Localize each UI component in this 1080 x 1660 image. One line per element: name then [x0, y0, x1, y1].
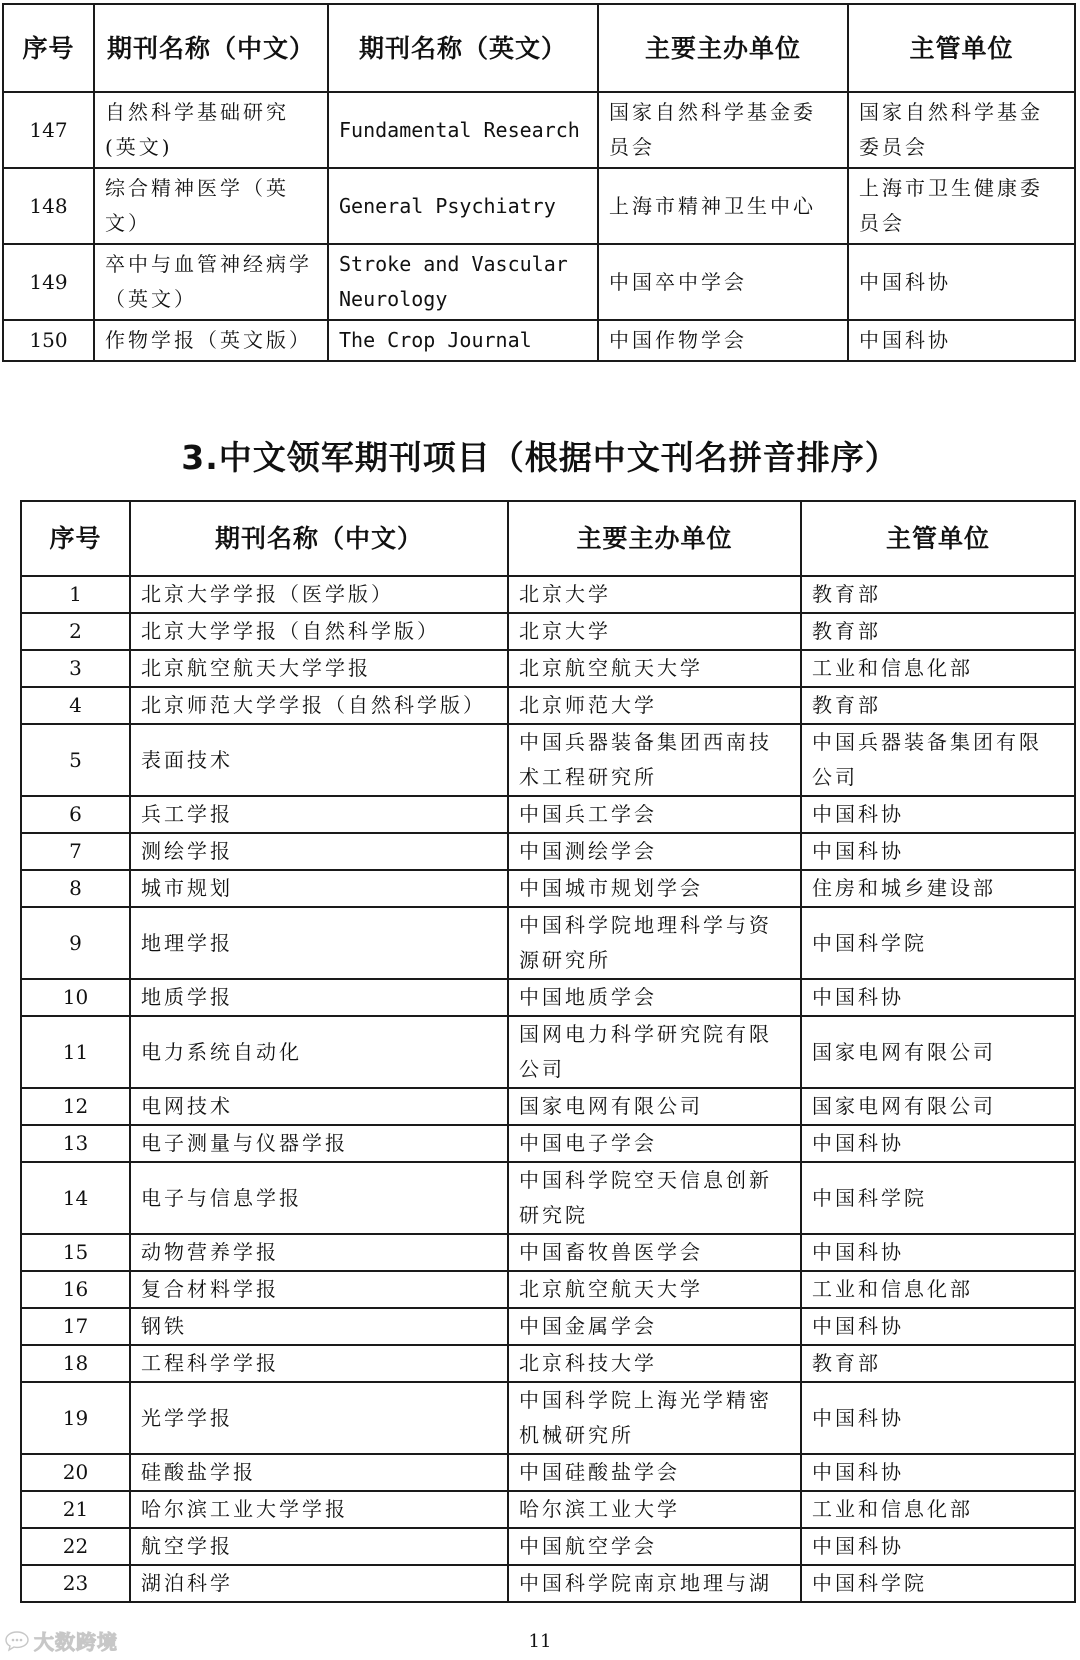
cell-sponsor: 中国航空学会 [508, 1528, 801, 1565]
cell-authority: 中国科协 [801, 1454, 1075, 1491]
cell-authority: 上海市卫生健康委员会 [848, 168, 1075, 244]
cell-sponsor: 中国硅酸盐学会 [508, 1454, 801, 1491]
table-row [21, 1271, 1075, 1308]
table-row [21, 1016, 1075, 1088]
table-header-row [3, 4, 1075, 92]
header-authority: 主管单位 [801, 501, 1075, 576]
cell-authority: 国家自然科学基金委员会 [848, 92, 1075, 168]
cell-authority: 国家电网有限公司 [801, 1016, 1075, 1088]
cell-journal-name-cn: 北京航空航天大学学报 [130, 650, 508, 687]
cell-serial-number: 147 [3, 92, 94, 168]
cell-authority: 中国科协 [801, 979, 1075, 1016]
cell-serial-number: 2 [21, 613, 130, 650]
cell-sponsor: 中国测绘学会 [508, 833, 801, 870]
cell-journal-name-cn: 综合精神医学（英文） [94, 168, 328, 244]
cell-authority: 中国科协 [801, 1528, 1075, 1565]
cell-authority: 工业和信息化部 [801, 1271, 1075, 1308]
cell-journal-name-cn: 工程科学学报 [130, 1345, 508, 1382]
cell-sponsor: 中国科学院空天信息创新研究院 [508, 1162, 801, 1234]
header-sponsor: 主要主办单位 [598, 4, 848, 92]
cell-journal-name-en: The Crop Journal [328, 320, 598, 361]
cell-sponsor: 中国科学院上海光学精密机械研究所 [508, 1382, 801, 1454]
cell-authority: 中国科学院 [801, 1565, 1075, 1602]
cell-serial-number: 148 [3, 168, 94, 244]
cell-serial-number: 16 [21, 1271, 130, 1308]
cell-serial-number: 11 [21, 1016, 130, 1088]
cell-journal-name-cn: 钢铁 [130, 1308, 508, 1345]
cell-journal-name-cn: 测绘学报 [130, 833, 508, 870]
table-row [21, 1162, 1075, 1234]
table-row [3, 92, 1075, 168]
table-row [21, 1491, 1075, 1528]
journal-table-chinese [20, 500, 1076, 1603]
cell-journal-name-cn: 复合材料学报 [130, 1271, 508, 1308]
cell-journal-name-en: Fundamental Research [328, 92, 598, 168]
cell-sponsor: 北京大学 [508, 613, 801, 650]
cell-serial-number: 17 [21, 1308, 130, 1345]
cell-sponsor: 中国卒中学会 [598, 244, 848, 320]
cell-serial-number: 12 [21, 1088, 130, 1125]
table-row [21, 650, 1075, 687]
cell-journal-name-cn: 北京大学学报（自然科学版） [130, 613, 508, 650]
cell-journal-name-cn: 动物营养学报 [130, 1234, 508, 1271]
cell-journal-name-cn: 城市规划 [130, 870, 508, 907]
cell-serial-number: 22 [21, 1528, 130, 1565]
cell-authority: 教育部 [801, 687, 1075, 724]
header-authority: 主管单位 [848, 4, 1075, 92]
table-row [3, 168, 1075, 244]
watermark-text: 大数跨境 [34, 1630, 118, 1654]
table-row [21, 907, 1075, 979]
table-row [21, 870, 1075, 907]
cell-journal-name-cn: 硅酸盐学报 [130, 1454, 508, 1491]
cell-serial-number: 149 [3, 244, 94, 320]
header-sponsor: 主要主办单位 [508, 501, 801, 576]
cell-journal-name-cn: 电网技术 [130, 1088, 508, 1125]
table-header-row [21, 501, 1075, 576]
cell-journal-name-cn: 兵工学报 [130, 796, 508, 833]
cell-journal-name-cn: 航空学报 [130, 1528, 508, 1565]
table-row [3, 320, 1075, 361]
table-row [21, 613, 1075, 650]
cell-journal-name-cn: 地理学报 [130, 907, 508, 979]
cell-authority: 教育部 [801, 1345, 1075, 1382]
section-title: 3.中文领军期刊项目（根据中文刊名拼音排序） [181, 438, 899, 477]
cell-serial-number: 18 [21, 1345, 130, 1382]
cell-authority: 中国科协 [848, 320, 1075, 361]
cell-sponsor: 国网电力科学研究院有限公司 [508, 1016, 801, 1088]
cell-sponsor: 中国科学院南京地理与湖 [508, 1565, 801, 1602]
cell-sponsor: 国家自然科学基金委员会 [598, 92, 848, 168]
cell-sponsor: 上海市精神卫生中心 [598, 168, 848, 244]
cell-journal-name-cn: 表面技术 [130, 724, 508, 796]
cell-serial-number: 23 [21, 1565, 130, 1602]
cell-sponsor: 北京航空航天大学 [508, 1271, 801, 1308]
table-row [21, 1382, 1075, 1454]
table-row [21, 1125, 1075, 1162]
cell-sponsor: 中国地质学会 [508, 979, 801, 1016]
cell-sponsor: 中国科学院地理科学与资源研究所 [508, 907, 801, 979]
cell-sponsor: 中国畜牧兽医学会 [508, 1234, 801, 1271]
table-row [21, 1234, 1075, 1271]
cell-authority: 中国科协 [801, 833, 1075, 870]
cell-authority: 教育部 [801, 576, 1075, 613]
cell-journal-name-cn: 电子测量与仪器学报 [130, 1125, 508, 1162]
cell-authority: 中国兵器装备集团有限公司 [801, 724, 1075, 796]
cell-serial-number: 4 [21, 687, 130, 724]
cell-serial-number: 21 [21, 1491, 130, 1528]
header-journal-name-cn: 期刊名称（中文） [130, 501, 508, 576]
cell-authority: 中国科协 [801, 1125, 1075, 1162]
table-row [21, 979, 1075, 1016]
table-row [21, 1565, 1075, 1602]
table-row [21, 576, 1075, 613]
cell-serial-number: 20 [21, 1454, 130, 1491]
table-row [21, 1345, 1075, 1382]
cell-journal-name-en: General Psychiatry [328, 168, 598, 244]
table-row [21, 1088, 1075, 1125]
table-row [21, 724, 1075, 796]
cell-serial-number: 3 [21, 650, 130, 687]
cell-serial-number: 7 [21, 833, 130, 870]
cell-sponsor: 国家电网有限公司 [508, 1088, 801, 1125]
cell-serial-number: 8 [21, 870, 130, 907]
cell-authority: 中国科协 [801, 1234, 1075, 1271]
page-number: 11 [528, 1631, 552, 1652]
cell-sponsor: 中国兵工学会 [508, 796, 801, 833]
table-row [21, 796, 1075, 833]
cell-authority: 住房和城乡建设部 [801, 870, 1075, 907]
header-journal-name-en: 期刊名称（英文） [328, 4, 598, 92]
table-row [3, 244, 1075, 320]
cell-authority: 中国科协 [801, 796, 1075, 833]
table-row [21, 833, 1075, 870]
cell-authority: 工业和信息化部 [801, 650, 1075, 687]
cell-journal-name-cn: 北京大学学报（医学版） [130, 576, 508, 613]
cell-sponsor: 中国作物学会 [598, 320, 848, 361]
cell-journal-name-cn: 地质学报 [130, 979, 508, 1016]
cell-serial-number: 15 [21, 1234, 130, 1271]
cell-authority: 国家电网有限公司 [801, 1088, 1075, 1125]
cell-journal-name-cn: 北京师范大学学报（自然科学版） [130, 687, 508, 724]
cell-serial-number: 5 [21, 724, 130, 796]
cell-journal-name-cn: 电力系统自动化 [130, 1016, 508, 1088]
cell-journal-name-cn: 自然科学基础研究(英文) [94, 92, 328, 168]
cell-sponsor: 北京师范大学 [508, 687, 801, 724]
cell-authority: 中国科协 [801, 1382, 1075, 1454]
cell-serial-number: 150 [3, 320, 94, 361]
table-row [21, 1308, 1075, 1345]
cell-journal-name-cn: 作物学报（英文版） [94, 320, 328, 361]
cell-sponsor: 中国兵器装备集团西南技术工程研究所 [508, 724, 801, 796]
header-journal-name-cn: 期刊名称（中文） [94, 4, 328, 92]
cell-authority: 工业和信息化部 [801, 1491, 1075, 1528]
cell-serial-number: 6 [21, 796, 130, 833]
cell-authority: 中国科学院 [801, 1162, 1075, 1234]
cell-sponsor: 中国城市规划学会 [508, 870, 801, 907]
cell-journal-name-en: Stroke and Vascular Neurology [328, 244, 598, 320]
table-row [21, 1454, 1075, 1491]
cell-sponsor: 哈尔滨工业大学 [508, 1491, 801, 1528]
table-row [21, 687, 1075, 724]
table-row [21, 1528, 1075, 1565]
cell-journal-name-cn: 湖泊科学 [130, 1565, 508, 1602]
cell-serial-number: 13 [21, 1125, 130, 1162]
cell-journal-name-cn: 电子与信息学报 [130, 1162, 508, 1234]
cell-sponsor: 中国电子学会 [508, 1125, 801, 1162]
cell-authority: 教育部 [801, 613, 1075, 650]
cell-authority: 中国科协 [848, 244, 1075, 320]
cell-serial-number: 1 [21, 576, 130, 613]
cell-serial-number: 19 [21, 1382, 130, 1454]
cell-sponsor: 北京科技大学 [508, 1345, 801, 1382]
cell-serial-number: 9 [21, 907, 130, 979]
journal-table-english [2, 3, 1076, 362]
header-serial-number: 序号 [21, 501, 130, 576]
cell-serial-number: 14 [21, 1162, 130, 1234]
cell-journal-name-cn: 哈尔滨工业大学学报 [130, 1491, 508, 1528]
cell-sponsor: 北京航空航天大学 [508, 650, 801, 687]
header-serial-number: 序号 [3, 4, 94, 92]
cell-sponsor: 北京大学 [508, 576, 801, 613]
cell-journal-name-cn: 卒中与血管神经病学（英文） [94, 244, 328, 320]
cell-sponsor: 中国金属学会 [508, 1308, 801, 1345]
cell-journal-name-cn: 光学学报 [130, 1382, 508, 1454]
cell-serial-number: 10 [21, 979, 130, 1016]
cell-authority: 中国科学院 [801, 907, 1075, 979]
cell-authority: 中国科协 [801, 1308, 1075, 1345]
